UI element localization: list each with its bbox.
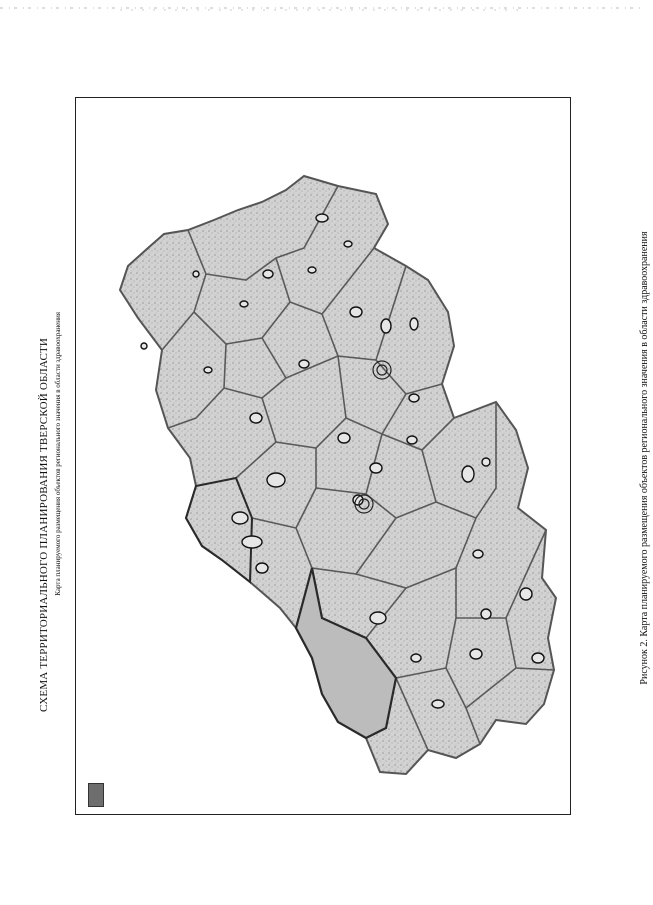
scan-noise-strip [0,0,640,10]
map-frame [75,97,571,815]
map-subtitle: Карта планируемого размещения объектов регионального значения в области здравоохранения [54,312,62,596]
map-title: СХЕМА ТЕРРИТОРИАЛЬНОГО ПЛАНИРОВАНИЯ ТВЕРСКОЙ ОБЛАСТИ [38,337,50,712]
map-title-block [38,12,82,712]
tver-region-map [76,98,570,814]
map-inset-thumbnail [88,783,104,807]
figure-caption: Рисунок 2. Карта планируемого размещения объектов регионального значения в области здравоохранения [639,231,650,685]
